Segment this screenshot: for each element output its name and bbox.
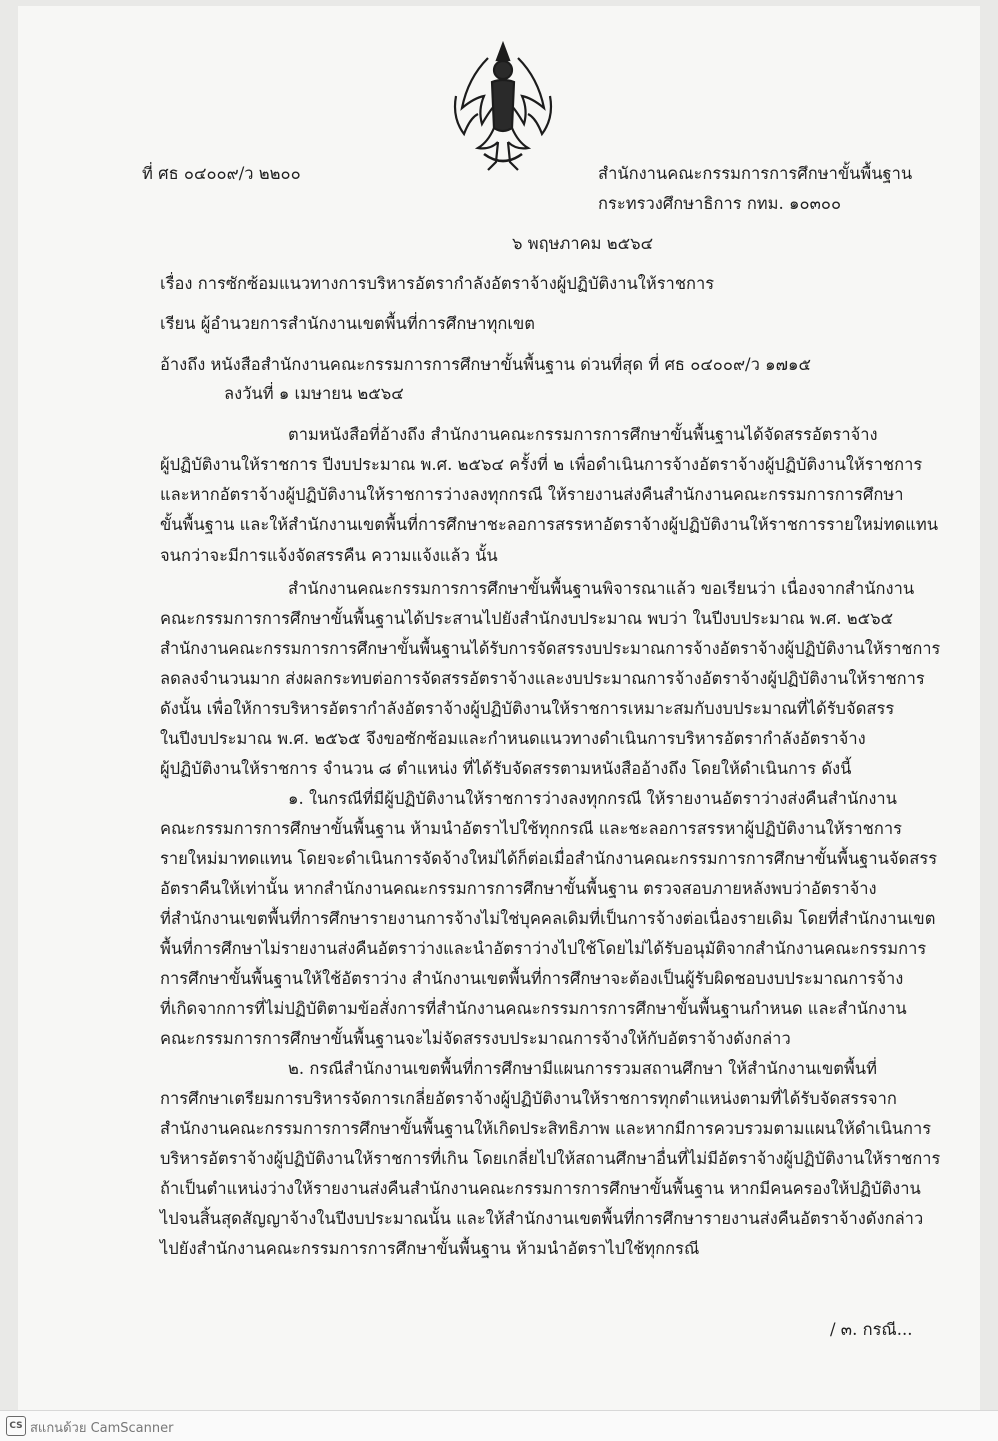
body-line: พื้นที่การศึกษาไม่รายงานส่งคืนอัตราว่างและนำอัตราว่างไปใช้โดยไม่ได้รับอนุมัติจากสำนักงานคณะกรรมการ	[160, 939, 927, 958]
body-line: สำนักงานคณะกรรมการการศึกษาขั้นพื้นฐานให้เกิดประสิทธิภาพ และหากมีการควบรวมตามแผนให้ดำเนินการ	[160, 1119, 932, 1138]
body-line: คณะกรรมการการศึกษาขั้นพื้นฐานจะไม่จัดสรรงบประมาณการจ้างให้กับอัตราจ้างดังกล่าว	[160, 1029, 791, 1048]
document-recipient: เรียน ผู้อำนวยการสำนักงานเขตพื้นที่การศึกษาทุกเขต	[160, 314, 535, 333]
body-line: บริหารอัตราจ้างผู้ปฏิบัติงานให้ราชการที่เกิน โดยเกลี่ยไปให้สถานศึกษาอื่นที่ไม่มีอัตราจ้างผู้ปฏิบัติงานให้ราชการ	[160, 1149, 941, 1168]
body-line: ผู้ปฏิบัติงานให้ราชการ ปีงบประมาณ พ.ศ. ๒๕๖๔ ครั้งที่ ๒ เพื่อดำเนินการจ้างอัตราจ้างผู้ปฏิบัติงานให้ราชการ	[160, 455, 923, 474]
body-line: ๑. ในกรณีที่มีผู้ปฏิบัติงานให้ราชการว่างลงทุกกรณี ให้รายงานอัตราว่างส่งคืนสำนักงาน	[288, 789, 897, 808]
body-line: รายใหม่มาทดแทน โดยจะดำเนินการจัดจ้างใหม่ได้ก็ต่อเมื่อสำนักงานคณะกรรมการการศึกษาขั้นพื้นฐานจัดสรร	[160, 849, 938, 868]
agency-address: กระทรวงศึกษาธิการ กทม. ๑๐๓๐๐	[598, 194, 842, 213]
body-line: ขั้นพื้นฐาน และให้สำนักงานเขตพื้นที่การศึกษาชะลอการสรรหาอัตราจ้างผู้ปฏิบัติงานให้ราชการรายใหม่ทดแทน	[160, 515, 938, 534]
body-line: และหากอัตราจ้างผู้ปฏิบัติงานให้ราชการว่างลงทุกกรณี ให้รายงานส่งคืนสำนักงานคณะกรรมการการศึกษา	[160, 485, 904, 504]
document-reference-date: ลงวันที่ ๑ เมษายน ๒๕๖๔	[224, 384, 404, 403]
camscanner-label: สแกนด้วย CamScanner	[30, 1421, 174, 1436]
body-line: ในปีงบประมาณ พ.ศ. ๒๕๖๕ จึงขอซักซ้อมและกำหนดแนวทางดำเนินการบริหารอัตรากำลังอัตราจ้าง	[160, 729, 866, 748]
body-line: ลดลงจำนวนมาก ส่งผลกระทบต่อการจัดสรรอัตราจ้างและงบประมาณการจ้างอัตราจ้างผู้ปฏิบัติงานให้ราชการ	[160, 669, 925, 688]
agency-name: สำนักงานคณะกรรมการการศึกษาขั้นพื้นฐาน	[598, 164, 913, 183]
document-subject: เรื่อง การซักซ้อมแนวทางการบริหารอัตรากำลังอัตราจ้างผู้ปฏิบัติงานให้ราชการ	[160, 274, 715, 293]
body-line: ๒. กรณีสำนักงานเขตพื้นที่การศึกษามีแผนการรวมสถานศึกษา ให้สำนักงานเขตพื้นที่	[288, 1059, 877, 1078]
body-line: ที่สำนักงานเขตพื้นที่การศึกษารายงานการจ้างไม่ใช่บุคคลเดิมที่เป็นการจ้างต่อเนื่องรายเดิม โดยที่สำนักงานเขต	[160, 909, 936, 928]
body-line: ที่เกิดจากการที่ไม่ปฏิบัติตามข้อสั่งการที่สำนักงานคณะกรรมการการศึกษาขั้นพื้นฐานกำหนด และสำนักงาน	[160, 999, 907, 1018]
garuda-emblem-icon	[448, 38, 558, 178]
body-line: จนกว่าจะมีการแจ้งจัดสรรคืน ความแจ้งแล้ว นั้น	[160, 546, 498, 565]
body-line: ไปยังสำนักงานคณะกรรมการการศึกษาขั้นพื้นฐาน ห้ามนำอัตราไปใช้ทุกกรณี	[160, 1239, 700, 1258]
body-line: ผู้ปฏิบัติงานให้ราชการ จำนวน ๘ ตำแหน่ง ที่ได้รับจัดสรรตามหนังสืออ้างถึง โดยให้ดำเนินการ ดังนี้	[160, 759, 852, 778]
body-line: ถ้าเป็นตำแหน่งว่างให้รายงานส่งคืนสำนักงานคณะกรรมการการศึกษาขั้นพื้นฐาน หากมีคนครองให้ปฏิบัติงาน	[160, 1179, 921, 1198]
body-line: ตามหนังสือที่อ้างถึง สำนักงานคณะกรรมการการศึกษาขั้นพื้นฐานได้จัดสรรอัตราจ้าง	[288, 425, 878, 444]
document-reference: อ้างถึง หนังสือสำนักงานคณะกรรมการการศึกษาขั้นพื้นฐาน ด่วนที่สุด ที่ ศธ ๐๔๐๐๙/ว ๑๗๑๕	[160, 355, 811, 374]
body-line: คณะกรรมการการศึกษาขั้นพื้นฐาน ห้ามนำอัตราไปใช้ทุกกรณี และชะลอการสรรหาผู้ปฏิบัติงานให้ราชการ	[160, 819, 902, 838]
camscanner-footer	[0, 1410, 998, 1441]
continuation-marker: / ๓. กรณี...	[830, 1320, 913, 1339]
body-line: คณะกรรมการการศึกษาขั้นพื้นฐานได้ประสานไปยังสำนักงบประมาณ พบว่า ในปีงบประมาณ พ.ศ. ๒๕๖๕	[160, 609, 894, 628]
body-line: ดังนั้น เพื่อให้การบริหารอัตรากำลังอัตราจ้างผู้ปฏิบัติงานให้ราชการเหมาะสมกับงบประมาณที่ได้รับจัดสรร	[160, 699, 895, 718]
body-line: การศึกษาเตรียมการบริหารจัดการเกลี่ยอัตราจ้างผู้ปฏิบัติงานให้ราชการทุกตำแหน่งตามที่ได้รับจัดสรรจาก	[160, 1089, 897, 1108]
body-line: การศึกษาขั้นพื้นฐานให้ใช้อัตราว่าง สำนักงานเขตพื้นที่การศึกษาจะต้องเป็นผู้รับผิดชอบงบประมาณการจ้าง	[160, 969, 904, 988]
body-line: สำนักงานคณะกรรมการการศึกษาขั้นพื้นฐานได้รับการจัดสรรงบประมาณการจ้างอัตราจ้างผู้ปฏิบัติงานให้ราชการ	[160, 639, 941, 658]
document-date: ๖ พฤษภาคม ๒๕๖๔	[512, 234, 654, 253]
camscanner-logo-icon: CS	[6, 1416, 26, 1436]
document-reference-number: ที่ ศธ ๐๔๐๐๙/ว ๒๒๐๐	[142, 164, 301, 183]
body-line: อัตราคืนให้เท่านั้น หากสำนักงานคณะกรรมการการศึกษาขั้นพื้นฐาน ตรวจสอบภายหลังพบว่าอัตราจ้าง	[160, 879, 877, 898]
body-line: ไปจนสิ้นสุดสัญญาจ้างในปีงบประมาณนั้น และให้สำนักงานเขตพื้นที่การศึกษารายงานส่งคืนอัตราจ้างดังกล่าว	[160, 1209, 924, 1228]
body-line: สำนักงานคณะกรรมการการศึกษาขั้นพื้นฐานพิจารณาแล้ว ขอเรียนว่า เนื่องจากสำนักงาน	[288, 579, 915, 598]
